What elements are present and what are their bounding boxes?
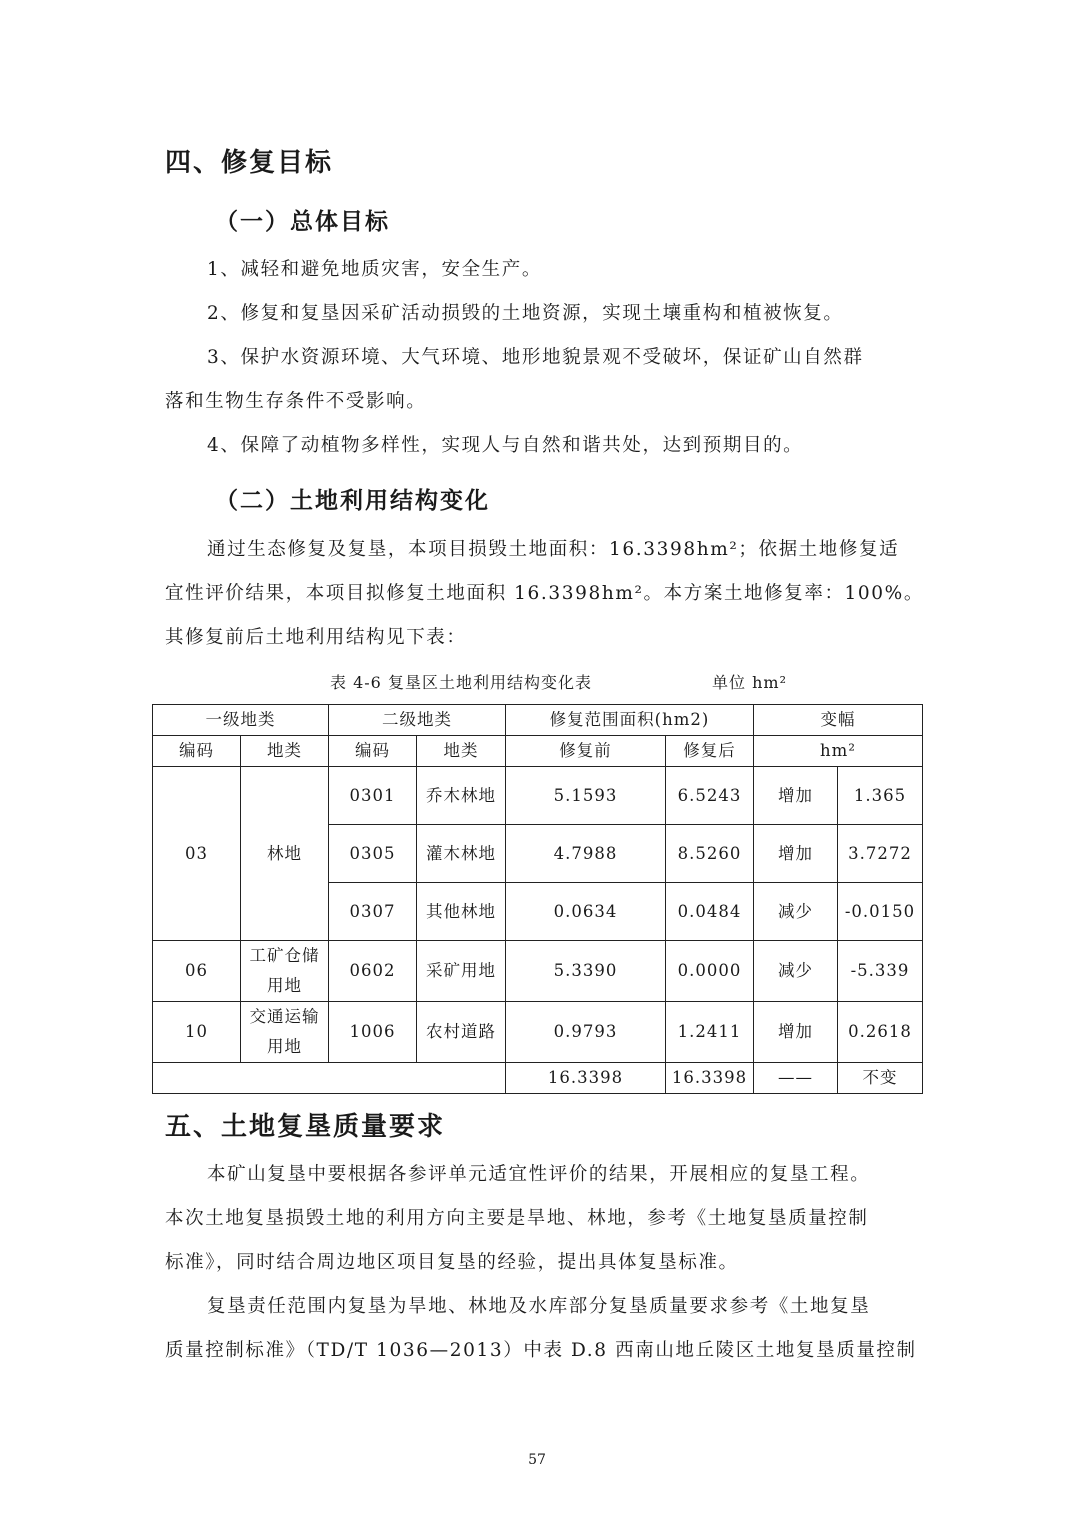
header-after: 修复后 (666, 736, 754, 767)
header-level2-code: 编码 (329, 736, 417, 767)
level2-type-cell: 采矿用地 (417, 941, 506, 1002)
after-cell: 0.0000 (666, 941, 754, 1002)
before-cell: 4.7988 (506, 825, 666, 883)
table-header-row-1 (153, 705, 923, 736)
table-row (153, 941, 923, 1002)
level2-type-cell: 灌木林地 (417, 825, 506, 883)
after-cell: 6.5243 (666, 767, 754, 825)
trend-cell: 减少 (754, 941, 838, 1002)
level1-code-cell: 03 (153, 767, 241, 941)
header-level2-class: 二级地类 (329, 705, 506, 736)
header-before: 修复前 (506, 736, 666, 767)
level2-code-cell: 0307 (329, 883, 417, 941)
before-cell: 0.9793 (506, 1002, 666, 1063)
level1-type-cell: 工矿仓储用地 (241, 941, 329, 1002)
total-trend-cell: —— (754, 1063, 838, 1094)
quality-paragraph-line-3: 标准》，同时结合周边地区项目复垦的经验，提出具体复垦标准。 (165, 1252, 739, 1273)
table-row (153, 1002, 923, 1063)
total-before-cell: 16.3398 (506, 1063, 666, 1094)
level2-code-cell: 0602 (329, 941, 417, 1002)
land-use-paragraph-line-2: 宜性评价结果，本项目拟修复土地面积 16.3398hm²。本方案土地修复率：100%。 (165, 583, 924, 604)
header-restoration-area: 修复范围面积(hm2) (506, 705, 754, 736)
total-label-cell (153, 1063, 506, 1094)
delta-cell: 3.7272 (838, 825, 923, 883)
section-4-heading: 四、修复目标 (165, 148, 334, 178)
before-cell: 5.3390 (506, 941, 666, 1002)
table-row (153, 767, 923, 825)
header-change-unit: hm² (754, 736, 923, 767)
delta-cell: 0.2618 (838, 1002, 923, 1063)
header-change: 变幅 (754, 705, 923, 736)
header-level2-type: 地类 (417, 736, 506, 767)
land-use-paragraph-line-3: 其修复前后土地利用结构见下表： (165, 627, 467, 648)
quality-paragraph-line-2: 本次土地复垦损毁土地的利用方向主要是旱地、林地，参考《土地复垦质量控制 (165, 1208, 869, 1229)
delta-cell: 1.365 (838, 767, 923, 825)
quality-paragraph-line-4: 复垦责任范围内复垦为旱地、林地及水库部分复垦质量要求参考《土地复垦 (207, 1296, 871, 1317)
before-cell: 5.1593 (506, 767, 666, 825)
goal-item-3-continued: 落和生物生存条件不受影响。 (165, 391, 427, 412)
goal-item-3: 3、保护水资源环境、大气环境、地形地貌景观不受破坏，保证矿山自然群 (207, 347, 864, 368)
trend-cell: 增加 (754, 767, 838, 825)
level1-code-cell: 10 (153, 1002, 241, 1063)
quality-paragraph-line-1: 本矿山复垦中要根据各参评单元适宜性评价的结果，开展相应的复垦工程。 (207, 1164, 871, 1185)
after-cell: 1.2411 (666, 1002, 754, 1063)
header-level1-class: 一级地类 (153, 705, 329, 736)
page-number: 57 (528, 1452, 546, 1468)
header-level1-code: 编码 (153, 736, 241, 767)
level2-type-cell: 乔木林地 (417, 767, 506, 825)
after-cell: 0.0484 (666, 883, 754, 941)
level1-code-cell: 06 (153, 941, 241, 1002)
delta-cell: -0.0150 (838, 883, 923, 941)
after-cell: 8.5260 (666, 825, 754, 883)
level2-type-cell: 其他林地 (417, 883, 506, 941)
goal-item-4: 4、保障了动植物多样性，实现人与自然和谐共处，达到预期目的。 (207, 435, 804, 456)
level2-type-cell: 农村道路 (417, 1002, 506, 1063)
land-use-structure-table (152, 704, 923, 1094)
subsection-overall-goals-heading: （一）总体目标 (215, 209, 390, 235)
level1-type-cell: 交通运输用地 (241, 1002, 329, 1063)
level2-code-cell: 0301 (329, 767, 417, 825)
table-header-row-2 (153, 736, 923, 767)
goal-item-1: 1、减轻和避免地质灾害，安全生产。 (207, 259, 542, 280)
table-total-row (153, 1063, 923, 1094)
table-caption: 表 4-6 复垦区土地利用结构变化表 (330, 673, 592, 692)
level1-type-cell: 林地 (241, 767, 329, 941)
before-cell: 0.0634 (506, 883, 666, 941)
goal-item-2: 2、修复和复垦因采矿活动损毁的土地资源，实现土壤重构和植被恢复。 (207, 303, 844, 324)
header-level1-type: 地类 (241, 736, 329, 767)
quality-paragraph-line-5: 质量控制标准》（TD/T 1036—2013）中表 D.8 西南山地丘陵区土地复垦质量控制 (165, 1340, 917, 1361)
trend-cell: 增加 (754, 1002, 838, 1063)
table-unit: 单位 hm² (712, 673, 787, 692)
section-5-heading: 五、土地复垦质量要求 (165, 1112, 446, 1142)
level2-code-cell: 0305 (329, 825, 417, 883)
level2-code-cell: 1006 (329, 1002, 417, 1063)
total-delta-cell: 不变 (838, 1063, 923, 1094)
trend-cell: 增加 (754, 825, 838, 883)
trend-cell: 减少 (754, 883, 838, 941)
land-use-paragraph-line-1: 通过生态修复及复垦，本项目损毁土地面积：16.3398hm²；依据土地修复适 (207, 539, 900, 560)
total-after-cell: 16.3398 (666, 1063, 754, 1094)
subsection-land-use-heading: （二）土地利用结构变化 (215, 488, 490, 514)
delta-cell: -5.339 (838, 941, 923, 1002)
